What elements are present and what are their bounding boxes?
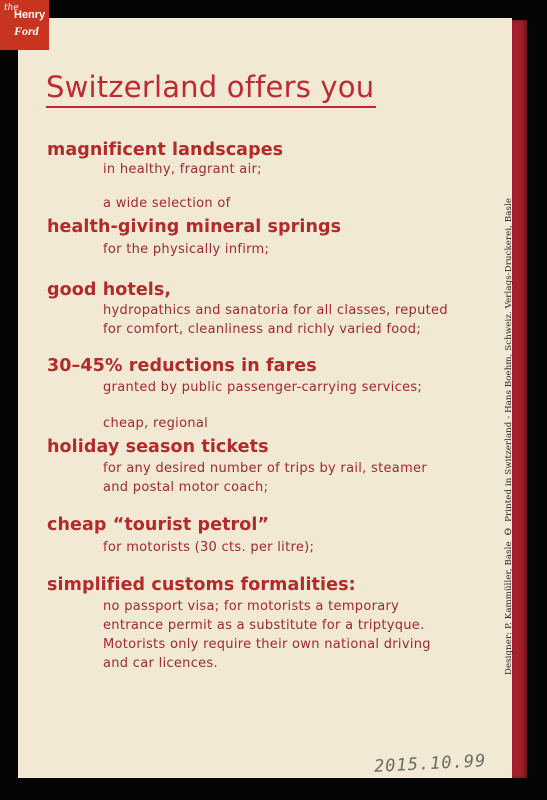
desc-fare-reductions: granted by public passenger-carrying services; xyxy=(103,380,423,395)
intro-holiday-tickets: cheap, regional xyxy=(103,416,209,431)
logo-the: the xyxy=(4,3,19,13)
desc-holiday-tickets-2: and postal motor coach; xyxy=(103,480,269,495)
desc-customs-1: no passport visa; for motorists a temporary xyxy=(103,599,400,614)
intro-mineral-springs: a wide selection of xyxy=(103,196,231,211)
designer-credit: Designer: P. Kammüller, Basle xyxy=(504,541,514,675)
heading-mineral-springs: health-giving mineral springs xyxy=(47,217,342,237)
desc-hotels-1: hydropathics and sanatoria for all classes, reputed xyxy=(103,303,448,318)
heading-landscapes: magnificent landscapes xyxy=(47,140,284,160)
desc-tourist-petrol: for motorists (30 cts. per litre); xyxy=(103,540,315,555)
printer-credit xyxy=(504,198,514,675)
page-title: Switzerland offers you xyxy=(46,70,375,104)
desc-customs-2: entrance permit as a substitute for a triptyque. xyxy=(103,618,425,633)
brochure-page xyxy=(18,18,512,778)
heading-fare-reductions: 30–45% reductions in fares xyxy=(47,356,317,376)
desc-customs-4: and car licences. xyxy=(103,656,218,671)
title-underline xyxy=(46,106,376,108)
heading-holiday-tickets: holiday season tickets xyxy=(47,437,269,457)
desc-landscapes: in healthy, fragrant air; xyxy=(103,162,262,177)
desc-customs-3: Motorists only require their own national driving xyxy=(103,637,431,652)
printer-line: Printed in Switzerland - Hans Boehm, Schweiz. Verlags-Druckerei, Basle xyxy=(504,197,514,522)
logo-ford: Ford xyxy=(14,24,39,38)
desc-hotels-2: for comfort, cleanliness and richly varied food; xyxy=(103,322,421,337)
heading-customs: simplified customs formalities: xyxy=(47,575,356,595)
heading-tourist-petrol: cheap “tourist petrol” xyxy=(47,515,270,535)
brochure-spine xyxy=(512,20,527,778)
accession-number: 2015.10.99 xyxy=(373,751,487,777)
heading-hotels: good hotels, xyxy=(47,280,172,300)
printer-mark-icon: ⚇ xyxy=(504,527,514,536)
logo-henry: Henry xyxy=(14,9,46,21)
henry-ford-logo xyxy=(0,0,49,50)
desc-holiday-tickets-1: for any desired number of trips by rail, steamer xyxy=(103,461,427,476)
desc-mineral-springs: for the physically infirm; xyxy=(103,242,270,257)
